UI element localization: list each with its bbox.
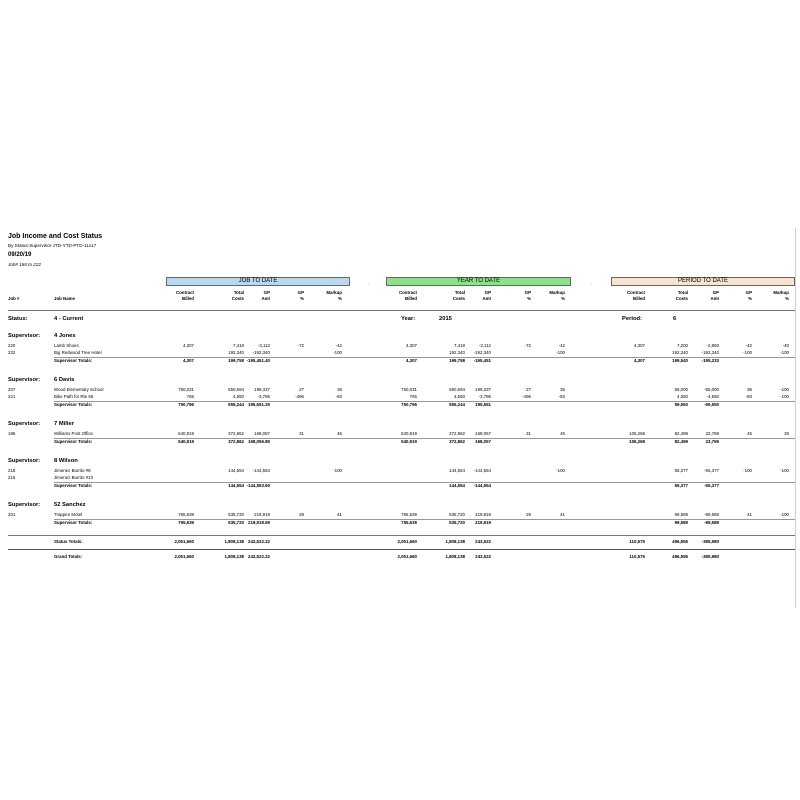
job-number: 221 (8, 394, 16, 399)
ytd-supervisor-total: 195,551 (475, 402, 491, 407)
jtd-contract-billed-cell: 765 (186, 394, 194, 399)
header-contract-billed-line1: Contract (398, 290, 417, 295)
header-total-costs-line2: Costs (452, 296, 465, 301)
jtd-gp-amount-cell: -192,340 (252, 350, 270, 355)
ptd-gp-percent-cell: 41 (747, 512, 752, 517)
supervisor-totals-label: Supervisor Totals: (54, 483, 93, 488)
separator-dot: . (368, 280, 370, 286)
jtd-supervisor-total: 755,639 (178, 520, 194, 525)
jtd-grand-totals-value: 2,051,660 (174, 554, 194, 559)
job-name: Lamb Shoes (54, 343, 79, 348)
jtd-markup-percent-cell: 36 (337, 387, 342, 392)
ytd-gp-percent-cell: 29 (526, 512, 531, 517)
ptd-supervisor-total: 82,499 (674, 439, 688, 444)
supervisor-name: 6 Davis (54, 377, 75, 383)
jtd-status-totals-value: 243,522.22 (248, 539, 270, 544)
job-number: 216 (8, 475, 16, 480)
jtd-total-costs-cell: 550,694 (228, 387, 244, 392)
ytd-status-totals-value: 1,808,138 (445, 539, 465, 544)
header-job-number: Job # (8, 296, 20, 301)
ytd-supervisor-total: 540,919 (401, 439, 417, 444)
header-gp-amount-line1: GP (712, 290, 719, 295)
supervisor-name: 8 Wilson (54, 458, 78, 464)
year-to-date-band: YEAR TO DATE (386, 277, 571, 286)
ytd-supervisor-total: 199,758 (449, 358, 465, 363)
ytd-supervisor-total: 4,307 (406, 358, 417, 363)
ytd-markup-percent-cell: -100 (556, 350, 565, 355)
separator-dot: . (591, 280, 593, 286)
jtd-gp-amount-cell: -3,786 (257, 394, 270, 399)
header-markup-percent-line1: Markup (773, 290, 789, 295)
ytd-gp-amount-cell: -144,554 (473, 468, 491, 473)
ptd-supervisor-total: -99,589 (704, 520, 719, 525)
header-total-costs-line1: Total (677, 290, 688, 295)
supervisor-label: Supervisor: (8, 421, 41, 427)
ptd-gp-amount-cell: -99,589 (704, 512, 719, 517)
jtd-status-totals-value: 2,051,660 (174, 539, 194, 544)
ytd-supervisor-total: 144,554 (449, 483, 465, 488)
supervisor-label: Supervisor: (8, 377, 41, 383)
job-name: Williams Post Office (54, 431, 93, 436)
jtd-total-costs-cell: 192,340 (228, 350, 244, 355)
header-markup-percent-line2: % (561, 296, 565, 301)
ptd-markup-percent-cell: -100 (780, 350, 789, 355)
ytd-gp-percent-cell: -72 (524, 343, 531, 348)
jtd-markup-percent-cell: -83 (335, 394, 342, 399)
ytd-grand-totals-value: 243,522 (475, 554, 491, 559)
jtd-gp-percent-cell: -72 (297, 343, 304, 348)
job-number: 222 (8, 350, 16, 355)
header-markup-percent-line1: Markup (326, 290, 342, 295)
ytd-contract-billed-cell: 540,919 (401, 431, 417, 436)
ptd-supervisor-total: -59,550 (704, 402, 719, 407)
report-title: Job Income and Cost Status (8, 233, 103, 240)
ytd-gp-amount-cell: 199,337 (475, 387, 491, 392)
ytd-total-costs-cell: 192,340 (449, 350, 465, 355)
header-markup-percent-line2: % (785, 296, 789, 301)
jtd-supervisor-total: 750,796 (178, 402, 194, 407)
jtd-supervisor-total: 4,307 (183, 358, 194, 363)
ytd-total-costs-cell: 7,418 (454, 343, 465, 348)
ytd-supervisor-total: 750,796 (401, 402, 417, 407)
ptd-markup-percent-cell: -100 (780, 468, 789, 473)
ytd-supervisor-total: 555,244 (449, 402, 465, 407)
header-gp-amount-line2: Amt (710, 296, 719, 301)
header-contract-billed-line2: Billed (405, 296, 417, 301)
jtd-contract-billed-cell: 540,919 (178, 431, 194, 436)
ytd-total-costs-cell: 372,862 (449, 431, 465, 436)
ptd-markup-percent-cell: 29 (784, 431, 789, 436)
ytd-supervisor-total: 168,057 (475, 439, 491, 444)
ytd-markup-percent-cell: 36 (560, 387, 565, 392)
jtd-gp-percent-cell: 31 (299, 431, 304, 436)
report-subtitle: By Status-Supervisor-JTD-YTD-PTD-11x17 (8, 243, 97, 248)
supervisor-label: Supervisor: (8, 502, 41, 508)
ptd-status-totals-value: 496,555 (672, 539, 688, 544)
ytd-supervisor-total: 755,639 (401, 520, 417, 525)
ytd-gp-percent-cell: 27 (526, 387, 531, 392)
ptd-gp-percent-cell: 36 (747, 387, 752, 392)
header-contract-billed-line1: Contract (626, 290, 645, 295)
ptd-status-totals-value: -385,980 (701, 539, 719, 544)
header-contract-billed-line1: Contract (175, 290, 194, 295)
period-to-date-band: PERIOD TO DATE (611, 277, 795, 286)
job-name: Trappen Motel (54, 512, 83, 517)
ytd-status-totals-value: 243,522 (475, 539, 491, 544)
status-totals-label: Status Totals: (54, 539, 83, 544)
job-name: Big Redwood Tree Hotel (54, 350, 102, 355)
ytd-gp-amount-cell: 168,057 (475, 431, 491, 436)
ytd-total-costs-cell: 144,554 (449, 468, 465, 473)
jtd-contract-billed-cell: 750,031 (178, 387, 194, 392)
ptd-gp-amount-cell: -2,893 (706, 343, 719, 348)
header-gp-percent-line2: % (748, 296, 752, 301)
ptd-supervisor-total: 199,540 (672, 358, 688, 363)
ytd-grand-totals-value: 1,808,138 (445, 554, 465, 559)
ytd-status-totals-value: 2,051,660 (397, 539, 417, 544)
jtd-total-costs-cell: 535,720 (228, 512, 244, 517)
report-date: 09/20/19 (8, 252, 32, 258)
ptd-total-costs-cell: 4,550 (677, 394, 688, 399)
jtd-supervisor-total: 195,551.25 (248, 402, 270, 407)
jtd-contract-billed-cell: 4,307 (183, 343, 194, 348)
ptd-gp-amount-cell: -192,340 (701, 350, 719, 355)
ptd-grand-totals-value: 496,555 (672, 554, 688, 559)
ptd-supervisor-total: 99,589 (674, 520, 688, 525)
jtd-grand-totals-value: 1,808,138 (224, 554, 244, 559)
period-label: Period: (622, 316, 642, 322)
header-rule (8, 310, 795, 311)
ptd-supervisor-total: -195,233 (701, 358, 719, 363)
header-gp-amount-line2: Amt (482, 296, 491, 301)
job-number: 201 (8, 512, 16, 517)
ytd-gp-amount-cell: -192,340 (473, 350, 491, 355)
ptd-supervisor-total: 106,268 (629, 439, 645, 444)
job-to-date-band: JOB TO DATE (166, 277, 350, 286)
header-gp-amount-line1: GP (484, 290, 491, 295)
ytd-contract-billed-cell: 755,639 (401, 512, 417, 517)
job-number: 220 (8, 343, 16, 348)
header-contract-billed-line2: Billed (182, 296, 194, 301)
job-name: Jimenez Burrito #10 (54, 475, 94, 480)
status-label: Status: (8, 316, 28, 322)
jtd-gp-percent-cell: 27 (299, 387, 304, 392)
ptd-gp-percent-cell: -42 (745, 343, 752, 348)
jtd-gp-percent-cell: -496 (295, 394, 304, 399)
jtd-supervisor-total: -144,553.60 (246, 483, 270, 488)
jtd-total-costs-cell: 144,554 (228, 468, 244, 473)
jtd-status-totals-value: 1,808,138 (224, 539, 244, 544)
ptd-contract-billed-cell: 106,268 (629, 431, 645, 436)
jtd-markup-percent-cell: -100 (333, 468, 342, 473)
status-totals-rule (8, 535, 795, 536)
ytd-supervisor-total: 535,720 (449, 520, 465, 525)
jtd-total-costs-cell: 7,418 (233, 343, 244, 348)
job-name: Bike Path for Rte 66 (54, 394, 94, 399)
jtd-gp-amount-cell: 199,337 (254, 387, 270, 392)
supervisor-totals-label: Supervisor Totals: (54, 358, 93, 363)
ptd-gp-percent-cell: -83 (745, 394, 752, 399)
header-gp-percent-line2: % (527, 296, 531, 301)
ptd-supervisor-total: -55,377 (704, 483, 719, 488)
jtd-supervisor-total: 144,554 (228, 483, 244, 488)
jtd-supervisor-total: 555,244 (228, 402, 244, 407)
jtd-total-costs-cell: 4,550 (233, 394, 244, 399)
ytd-supervisor-total: 219,919 (475, 520, 491, 525)
ptd-gp-amount-cell: -55,377 (704, 468, 719, 473)
ptd-markup-percent-cell: -100 (780, 387, 789, 392)
ptd-gp-percent-cell: -100 (743, 350, 752, 355)
job-number: 207 (8, 387, 16, 392)
ytd-supervisor-total: 372,862 (449, 439, 465, 444)
ytd-contract-billed-cell: 765 (409, 394, 417, 399)
header-gp-amount-line1: GP (263, 290, 270, 295)
header-gp-amount-line2: Amt (261, 296, 270, 301)
supervisor-label: Supervisor: (8, 333, 41, 339)
jtd-supervisor-total: 372,862 (228, 439, 244, 444)
jtd-grand-totals-value: 243,522.22 (248, 554, 270, 559)
jtd-gp-amount-cell: -3,112 (257, 343, 270, 348)
ytd-total-costs-cell: 550,694 (449, 387, 465, 392)
ptd-gp-amount-cell: -55,000 (704, 387, 719, 392)
header-total-costs-line1: Total (233, 290, 244, 295)
ytd-total-costs-cell: 4,550 (454, 394, 465, 399)
jtd-contract-billed-cell: 755,639 (178, 512, 194, 517)
ptd-supervisor-total: 59,550 (674, 402, 688, 407)
ytd-grand-totals-value: 2,051,660 (397, 554, 417, 559)
ptd-gp-amount-cell: -4,550 (706, 394, 719, 399)
header-gp-percent-line2: % (300, 296, 304, 301)
jtd-markup-percent-cell: 45 (337, 431, 342, 436)
header-total-costs-line2: Costs (675, 296, 688, 301)
ptd-gp-amount-cell: 23,769 (705, 431, 719, 436)
ytd-gp-amount-cell: -3,112 (478, 343, 491, 348)
job-name: Wood Elementary School (54, 387, 104, 392)
supervisor-label: Supervisor: (8, 458, 41, 464)
ytd-total-costs-cell: 535,720 (449, 512, 465, 517)
header-gp-percent-line1: GP (297, 290, 304, 295)
ptd-gp-percent-cell: 45 (747, 431, 752, 436)
header-gp-percent-line1: GP (524, 290, 531, 295)
grand-totals-rule (8, 549, 795, 550)
header-contract-billed-line2: Billed (633, 296, 645, 301)
supervisor-name: 4 Jones (54, 333, 76, 339)
ptd-markup-percent-cell: -100 (780, 512, 789, 517)
page-edge-line (795, 228, 796, 608)
ptd-markup-percent-cell: -40 (782, 343, 789, 348)
jtd-gp-percent-cell: 29 (299, 512, 304, 517)
jtd-supervisor-total: 219,918.99 (248, 520, 270, 525)
jtd-gp-amount-cell: 219,919 (254, 512, 270, 517)
jtd-supervisor-total: 535,720 (228, 520, 244, 525)
header-markup-percent-line2: % (338, 296, 342, 301)
ytd-gp-percent-cell: -496 (522, 394, 531, 399)
supervisor-totals-label: Supervisor Totals: (54, 520, 93, 525)
ptd-status-totals-value: 110,575 (629, 539, 645, 544)
ytd-gp-percent-cell: 31 (526, 431, 531, 436)
ptd-total-costs-cell: 55,377 (674, 468, 688, 473)
grand-totals-label: Grand Totals: (54, 554, 83, 559)
job-number: 218 (8, 468, 16, 473)
job-name: Jimenez Burrito #8 (54, 468, 91, 473)
jtd-supervisor-total: 540,919 (178, 439, 194, 444)
supervisor-name: 7 Miller (54, 421, 74, 427)
job-number: 186 (8, 431, 16, 436)
header-total-costs-line2: Costs (231, 296, 244, 301)
period-value: 6 (673, 316, 677, 322)
ytd-markup-percent-cell: -83 (558, 394, 565, 399)
header-gp-percent-line1: GP (745, 290, 752, 295)
ytd-supervisor-total: -195,451 (473, 358, 491, 363)
ptd-total-costs-cell: 99,589 (674, 512, 688, 517)
ptd-supervisor-total: 4,307 (634, 358, 645, 363)
ytd-gp-amount-cell: 219,919 (475, 512, 491, 517)
jtd-total-costs-cell: 372,862 (228, 431, 244, 436)
ptd-gp-percent-cell: -100 (743, 468, 752, 473)
year-label: Year: (401, 316, 416, 322)
ytd-markup-percent-cell: -100 (556, 468, 565, 473)
ptd-supervisor-total: 23,769 (705, 439, 719, 444)
ytd-contract-billed-cell: 750,031 (401, 387, 417, 392)
jtd-markup-percent-cell: 41 (337, 512, 342, 517)
header-markup-percent-line1: Markup (549, 290, 565, 295)
ptd-grand-totals-value: 110,575 (629, 554, 645, 559)
ptd-grand-totals-value: -385,980 (701, 554, 719, 559)
jtd-markup-percent-cell: -100 (333, 350, 342, 355)
supervisor-totals-label: Supervisor Totals: (54, 402, 93, 407)
ytd-supervisor-total: -144,554 (473, 483, 491, 488)
jtd-supervisor-total: -195,451.40 (246, 358, 270, 363)
ptd-contract-billed-cell: 4,307 (634, 343, 645, 348)
jtd-supervisor-total: 199,758 (228, 358, 244, 363)
ytd-markup-percent-cell: 41 (560, 512, 565, 517)
jtd-markup-percent-cell: -42 (335, 343, 342, 348)
header-job-name: Job Name (54, 296, 75, 301)
ptd-markup-percent-cell: -100 (780, 394, 789, 399)
ptd-supervisor-total: 55,377 (674, 483, 688, 488)
ytd-contract-billed-cell: 4,307 (406, 343, 417, 348)
ytd-markup-percent-cell: 45 (560, 431, 565, 436)
supervisor-name: 52 Sanchez (54, 502, 86, 508)
jtd-gp-amount-cell: 168,057 (254, 431, 270, 436)
jtd-gp-amount-cell: -144,554 (252, 468, 270, 473)
header-total-costs-line1: Total (454, 290, 465, 295)
ytd-gp-amount-cell: -3,786 (478, 394, 491, 399)
ytd-markup-percent-cell: -42 (558, 343, 565, 348)
supervisor-totals-label: Supervisor Totals: (54, 439, 93, 444)
ptd-total-costs-cell: 7,200 (677, 343, 688, 348)
status-value: 4 - Current (54, 316, 84, 322)
job-range: Job# 186 to 222 (8, 262, 41, 267)
ptd-total-costs-cell: 82,499 (674, 431, 688, 436)
jtd-supervisor-total: 168,056.85 (248, 439, 270, 444)
ptd-total-costs-cell: 55,000 (674, 387, 688, 392)
year-value: 2015 (439, 316, 452, 322)
ptd-total-costs-cell: 192,340 (672, 350, 688, 355)
